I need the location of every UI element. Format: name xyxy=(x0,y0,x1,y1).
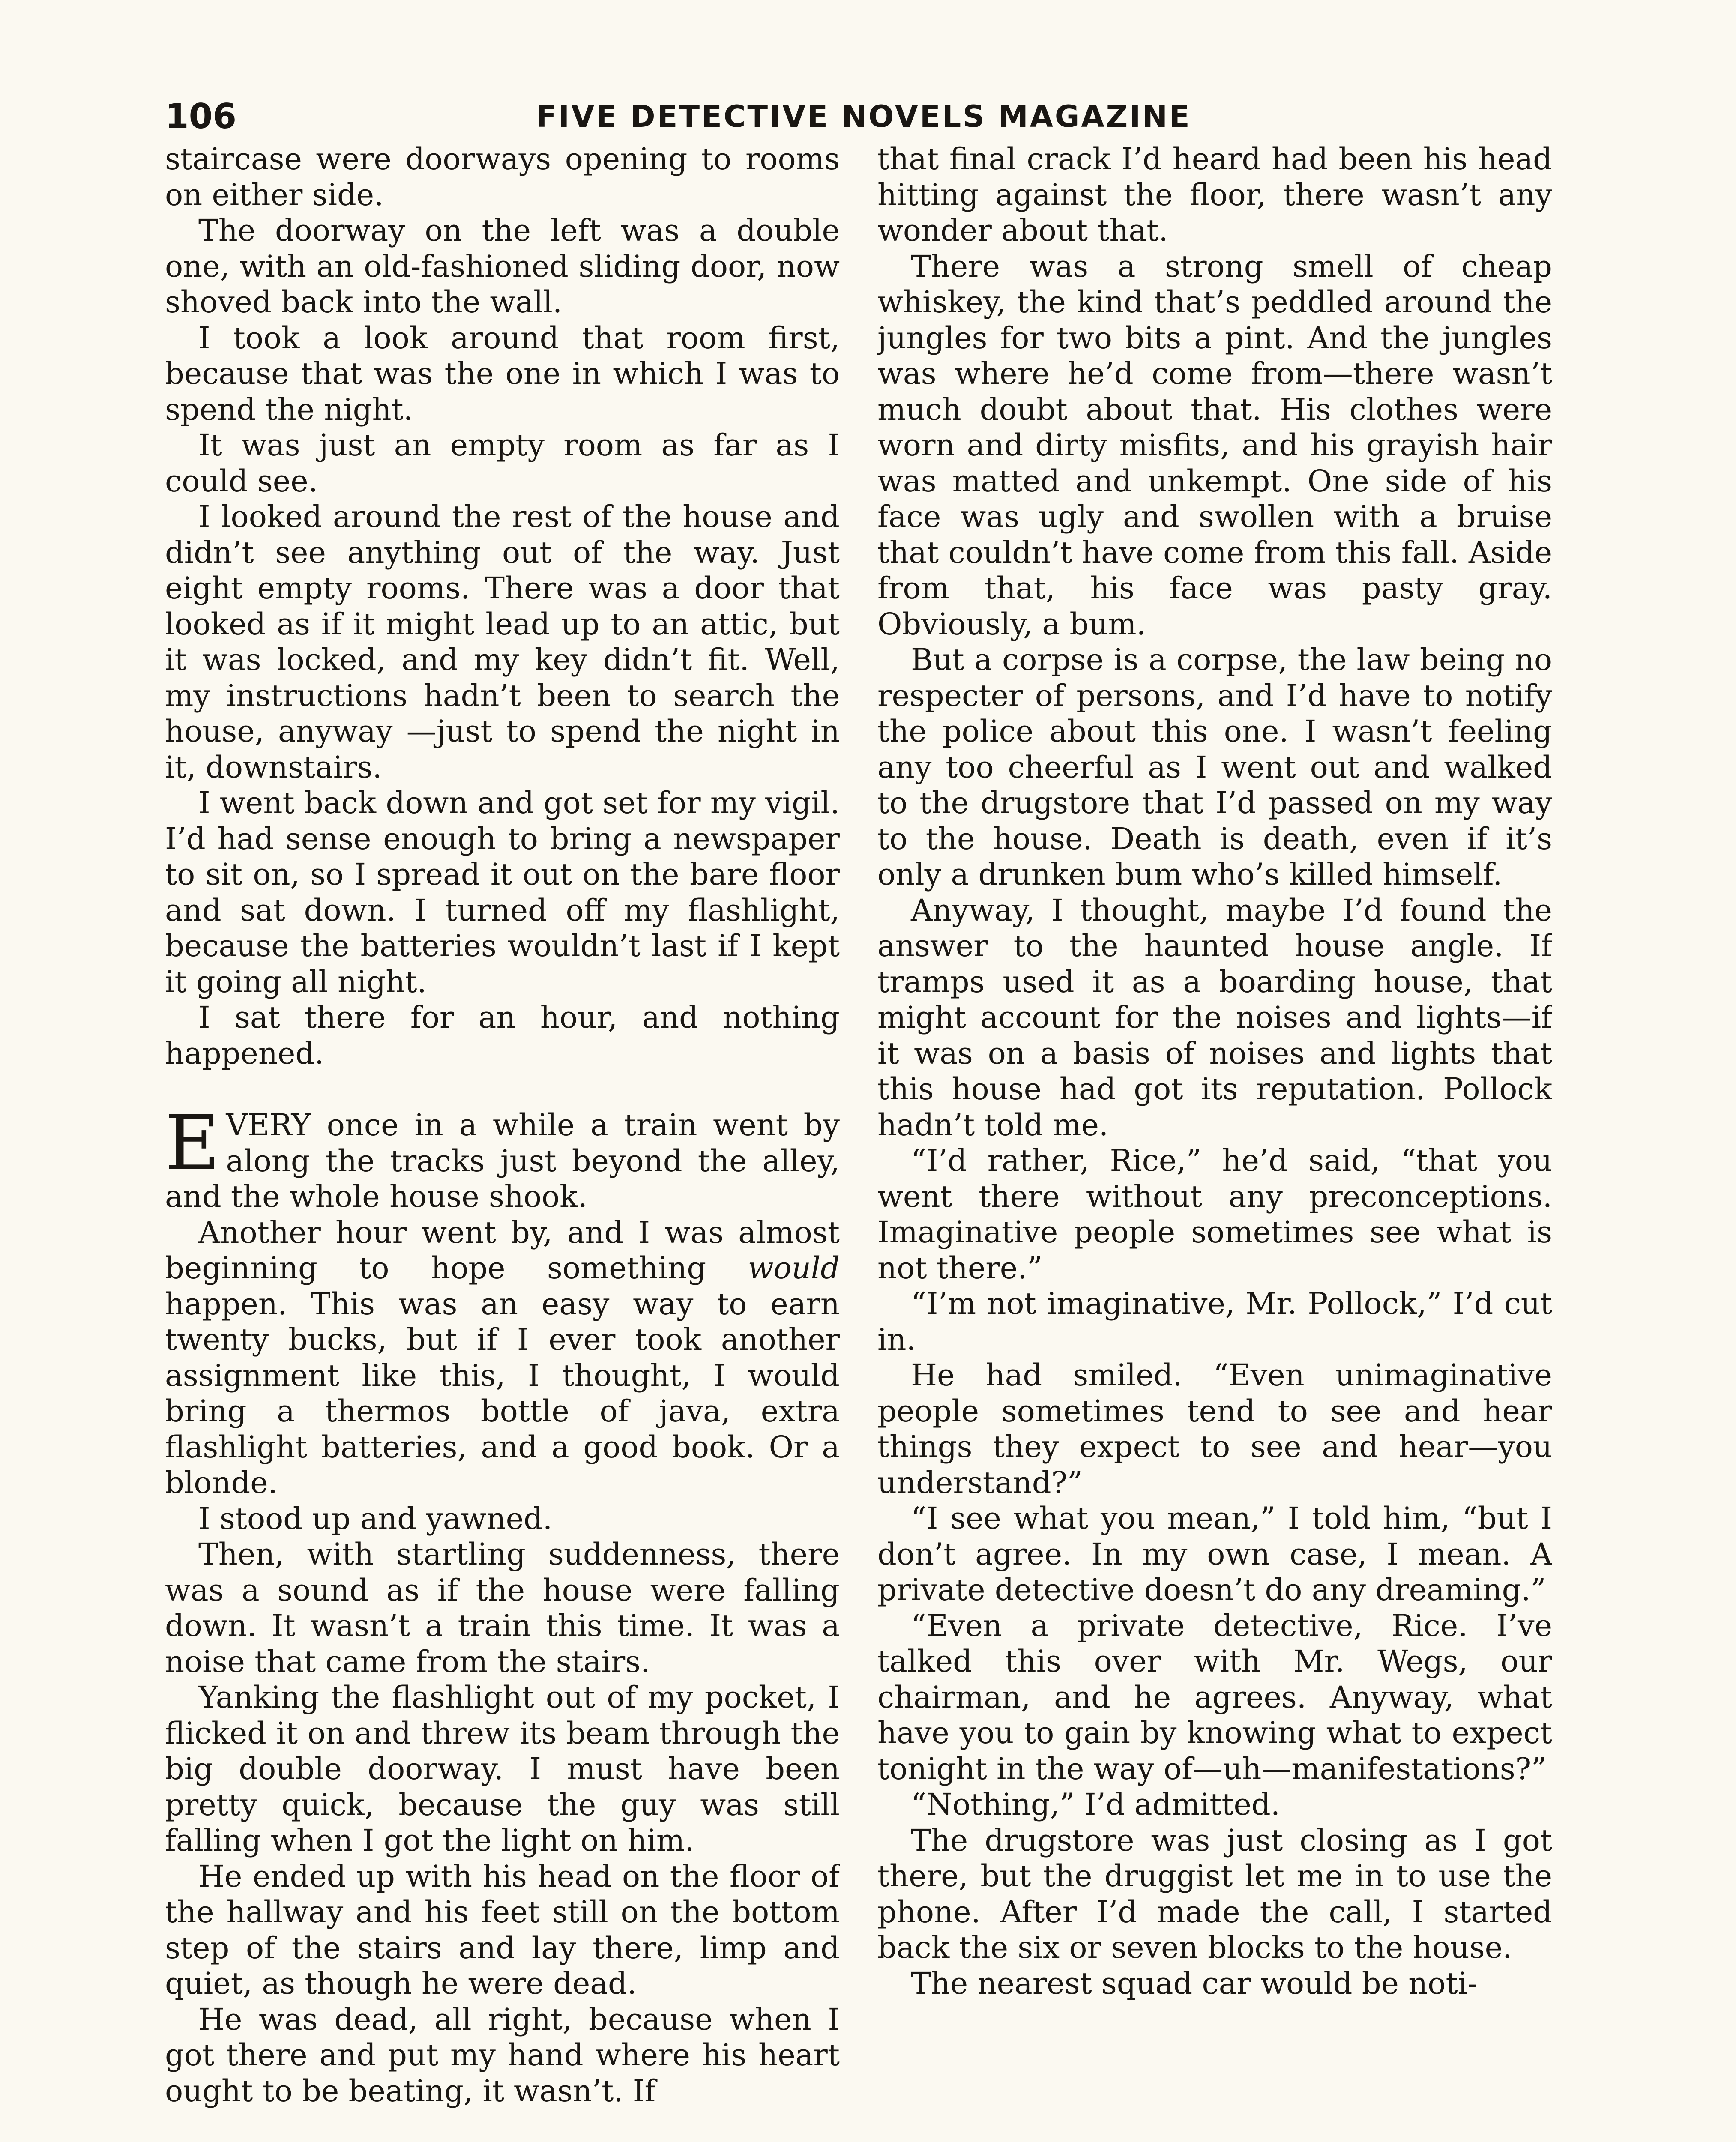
paragraph: He ended up with his head on the floor of the hallway and his feet still on the bottom step of the stairs and lay there, limp and quiet, as though he were dead. xyxy=(165,1858,840,2001)
running-title: FIVE DETECTIVE NOVELS MAGAZINE xyxy=(536,99,1191,134)
paragraph: I went back down and got set for my vigil. I’d had sense enough to bring a newspaper to sit on, so I spread it out on the bare floor and sat down. I turned off my flashlight, because the batteries wouldn’t last if I kept it going all night. xyxy=(165,785,840,999)
paragraph: The doorway on the left was a double one, with an old-fashioned sliding door, now shoved back into the wall. xyxy=(165,213,840,320)
paragraph: “I’m not imaginative, Mr. Pollock,” I’d cut in. xyxy=(877,1286,1552,1357)
paragraph: It was just an empty room as far as I could see. xyxy=(165,428,840,499)
paragraph: “Even a private detective, Rice. I’ve talked this over with Mr. Wegs, our chairman, and he agrees. Anyway, what have you to gain by knowing what to expect tonight in the way of—uh—manifestations?” xyxy=(877,1608,1552,1786)
paragraph: He was dead, all right, because when I got there and put my hand where his heart ought to be beating, it wasn’t. If xyxy=(165,2001,840,2109)
paragraph-text: happen. This was an easy way to earn twenty bucks, but if I ever took another assignment like this, I thought, I would bring a thermos bottle of java, extra flashlight batteries, and a good book. Or a blonde. xyxy=(165,1286,840,1500)
paragraph: Anyway, I thought, maybe I’d found the answer to the haunted house angle. If tramps used it as a boarding house, that might account for the noises and lights—if it was on a basis of noises and lights that this house had got its reputation. Pollock hadn’t told me. xyxy=(877,892,1552,1143)
paragraph-text: Another hour went by, and I was almost beginning to hope something xyxy=(165,1215,840,1286)
section-opening-paragraph xyxy=(165,1099,840,1215)
paragraph: that final crack I’d heard had been his head hitting against the floor, there wasn’t any wonder about that. xyxy=(877,141,1552,248)
paragraph: I took a look around that room first, because that was the one in which I was to spend the night. xyxy=(165,320,840,427)
paragraph: He had smiled. “Even unimaginative people sometimes tend to see and hear things they expect to see and hear—you understand?” xyxy=(877,1358,1552,1500)
paragraph: I stood up and yawned. xyxy=(198,1501,553,1536)
paragraph: “I see what you mean,” I told him, “but I don’t agree. In my own case, I mean. A private detective doesn’t do any dreaming.” xyxy=(877,1501,1552,1607)
section-break xyxy=(165,1071,840,1107)
paragraph: The drugstore was just closing as I got there, but the druggist let me in to use the phone. After I’d made the call, I started back the six or seven blocks to the house. xyxy=(877,1822,1552,1965)
paragraph-text: VERY once in a while a train went by along the tracks just beyond the alley, and the whole house shook. xyxy=(165,1107,840,1214)
paragraph: Then, with startling suddenness, there was a sound as if the house were falling down. It wasn’t a train this time. It was a noise that came from the stairs. xyxy=(165,1537,840,1679)
paragraph: “Nothing,” I’d admitted. xyxy=(911,1787,1280,1822)
paragraph: I looked around the rest of the house and didn’t see anything out of the way. Just eight empty rooms. There was a door that looked as if it might lead up to an attic, but it was locked, and my key didn’t fit. Well, my instructions hadn’t been to search the house, anyway —just to spend the night in it, downstairs. xyxy=(165,499,840,785)
left-column xyxy=(165,141,840,2142)
page-header xyxy=(165,95,1562,138)
paragraph: Yanking the flashlight out of my pocket, I flicked it on and threw its beam through the big double doorway. I must have been pretty quick, because the guy was still falling when I got the light on him. xyxy=(165,1680,840,1858)
paragraph: staircase were doorways opening to rooms on either side. xyxy=(165,141,840,212)
drop-cap: E xyxy=(165,1099,220,1187)
paragraph: There was a strong smell of cheap whiskey, the kind that’s peddled around the jungles for two bits a pint. And the jungles was where he’d come from—there wasn’t much doubt about that. His clothes were worn and dirty misfits, and his grayish hair was matted and unkempt. One side of his face was ugly and swollen with a bruise that couldn’t have come from this fall. Aside from that, his face was pasty gray. Obviously, a bum. xyxy=(877,248,1552,642)
paragraph: I sat there for an hour, and nothing happened. xyxy=(165,1000,840,1071)
paragraph xyxy=(165,1215,840,1501)
paragraph: But a corpse is a corpse, the law being no respecter of persons, and I’d have to notify the police about this one. I wasn’t feeling any too cheerful as I went out and walked to the drugstore that I’d passed on my way to the house. Death is death, even if it’s only a drunken bum who’s killed himself. xyxy=(877,642,1552,892)
italic-word: would xyxy=(748,1250,840,1286)
paragraph: “I’d rather, Rice,” he’d said, “that you went there without any preconceptions. Imaginative people sometimes see what is not there.” xyxy=(877,1143,1552,1286)
page-number: 106 xyxy=(165,96,236,136)
right-column xyxy=(877,141,1552,2142)
paragraph: The nearest squad car would be noti- xyxy=(911,1965,1478,2001)
